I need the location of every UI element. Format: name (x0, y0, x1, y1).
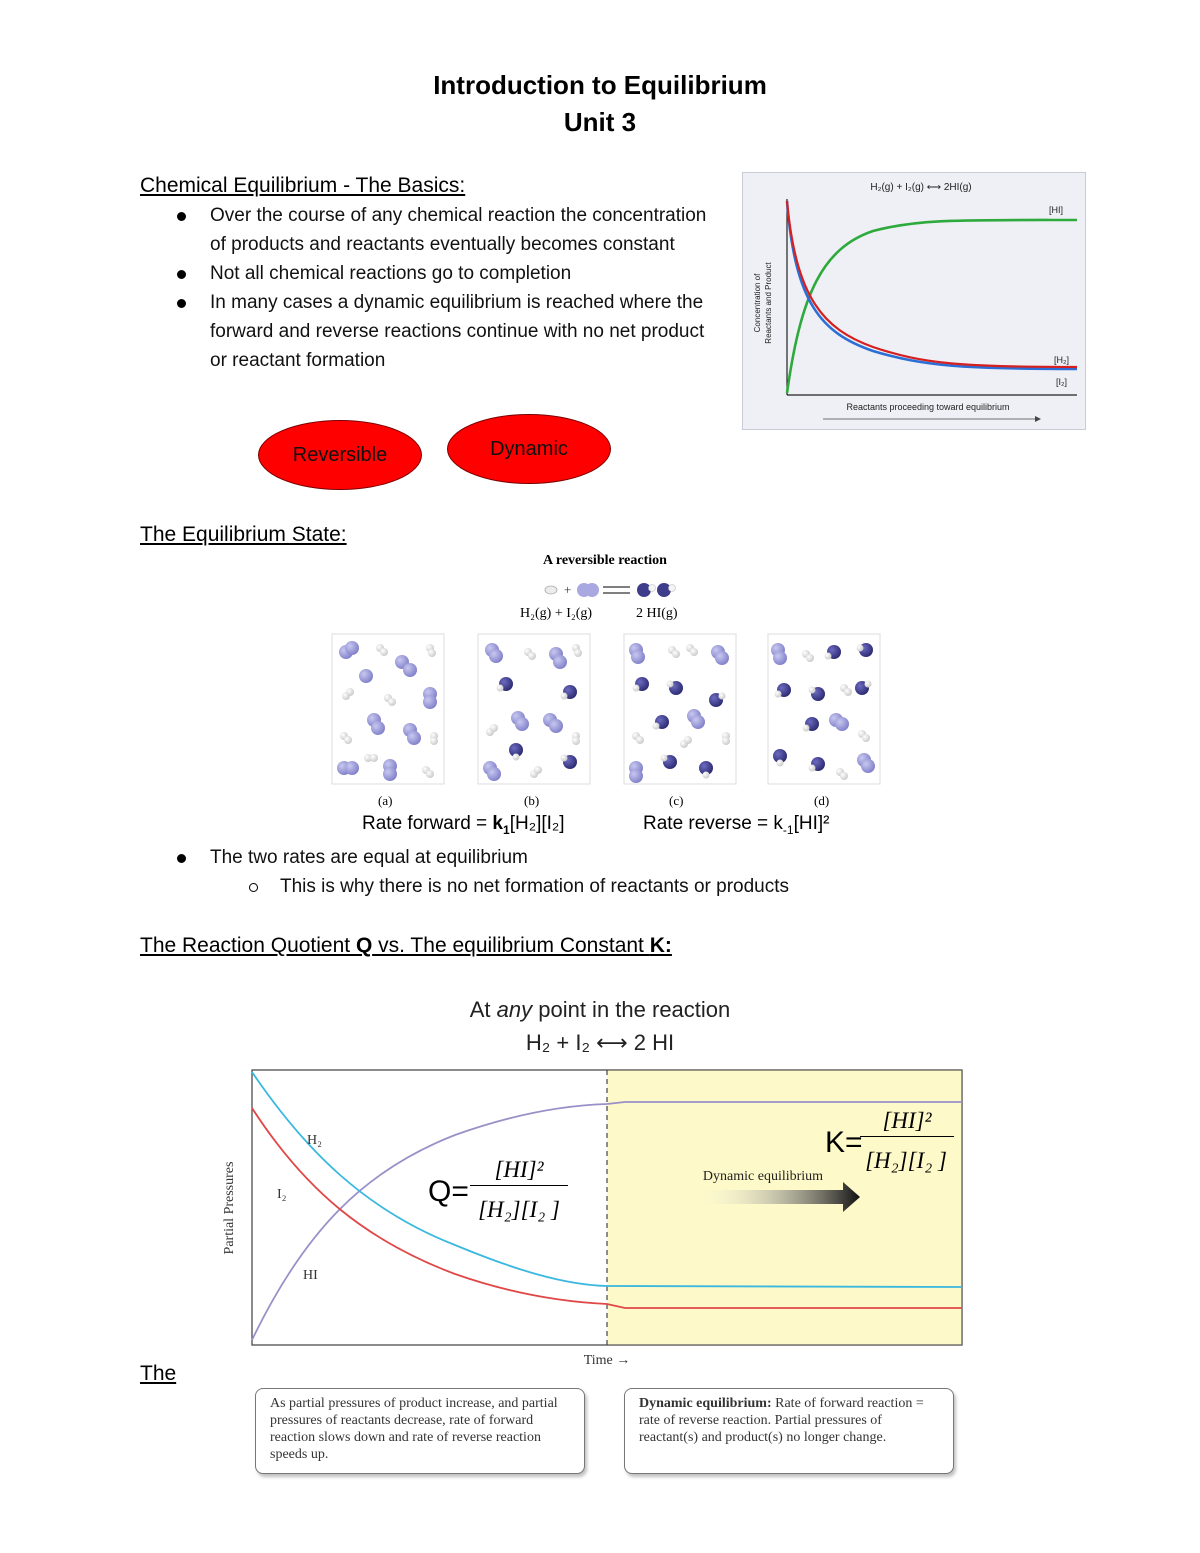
plus-sign: + (564, 582, 572, 597)
k-label: K= (825, 1126, 863, 1159)
state-bullet-list (140, 843, 940, 872)
pressure-ylabel: Partial Pressures (222, 1161, 237, 1255)
panel-b (478, 634, 590, 784)
rate-reverse (643, 813, 829, 837)
concentration-figure (742, 172, 1086, 430)
caption-left: As partial pressures of product increase, and partial pressures of reactants decrease, rate of forward reaction slows down and rate of reverse reaction speeds up. (255, 1388, 585, 1474)
stray-word-the: The (140, 1362, 177, 1385)
qk-figure-title-em: any (496, 997, 533, 1022)
rate-reverse-terms: [HI]² (793, 813, 830, 834)
qk-figure-title (0, 997, 1200, 1023)
concentration-equation: H₂(g) + I₂(g) ⟷ 2HI(g) (870, 182, 972, 193)
rate-reverse-prefix: Rate reverse = (643, 813, 774, 834)
k-numerator: [HI]² (860, 1108, 954, 1137)
hi-h-atom-icon-2 (669, 585, 676, 592)
q-vs-k-heading-part1: The Reaction Quotient (140, 934, 356, 957)
qk-figure-title-pre: At (469, 997, 497, 1022)
h2-label: [H₂] (1054, 355, 1069, 365)
panel-d (768, 634, 880, 784)
panel-label-d: (d) (814, 793, 830, 808)
panel-label-c: (c) (669, 793, 684, 808)
time-xlabel: Time → (583, 1353, 631, 1368)
partial-pressure-chart (215, 1060, 975, 1370)
reversible-figure-title: A reversible reaction (543, 553, 667, 568)
section-heading-basics: Chemical Equilibrium - The Basics: (140, 174, 466, 197)
rate-forward-k: k (492, 813, 503, 834)
qk-figure-title-post: point in the reaction (532, 997, 731, 1022)
rate-reverse-k: k (773, 813, 783, 834)
q-vs-k-heading-q: Q (355, 934, 373, 957)
q-denominator: [H₂][I₂ ] (478, 1197, 560, 1222)
h2-molecule-icon (545, 586, 557, 594)
panel-c (624, 634, 736, 784)
page-title: Introduction to Equilibrium (433, 70, 767, 100)
concentration-xlabel: Reactants proceeding toward equilibrium (846, 402, 1010, 412)
dynamic-equilibrium-label: Dynamic equilibrium (702, 1169, 824, 1184)
i2-curve-label: I₂ (277, 1187, 287, 1202)
basics-bullet-2: Not all chemical reactions go to completion (140, 259, 710, 288)
molecule-equation-icons (540, 578, 680, 602)
concentration-ylabel-1: Concentration of (753, 273, 762, 333)
q-label: Q= (428, 1175, 469, 1208)
dynamic-oval (447, 414, 611, 484)
i2-atom-icon-2 (585, 583, 599, 597)
h2-curve-label: H₂ (307, 1133, 322, 1148)
product-formula: 2 HI(g) (636, 606, 678, 621)
concentration-ylabel-2: Reactants and Product (764, 262, 773, 344)
section-heading-q-vs-k (140, 934, 672, 958)
state-bullet-1: The two rates are equal at equilibrium (140, 843, 940, 872)
concentration-chart (743, 173, 1085, 429)
caption-right (624, 1388, 954, 1474)
panel-a (332, 634, 444, 784)
i2-label: [I₂] (1056, 377, 1067, 387)
hi-h-atom-icon-1 (649, 585, 656, 592)
qk-figure-equation: H₂ + I₂ ⟷ 2 HI (525, 1030, 675, 1055)
reversible-oval (258, 420, 422, 490)
rate-forward-terms: [H₂][I₂] (509, 813, 565, 834)
q-vs-k-heading-k: K: (649, 934, 672, 957)
basics-bullet-list (140, 201, 710, 375)
rate-reverse-k-sub: -1 (782, 822, 794, 837)
panel-label-b: (b) (524, 793, 540, 808)
state-sub-bullet-list (140, 872, 1040, 901)
reactants-formula: H₂(g) + I₂(g) (520, 606, 593, 621)
q-vs-k-heading-part2: vs. The equilibrium Constant (372, 934, 650, 957)
page-subtitle: Unit 3 (563, 107, 637, 137)
reversible-oval-label: Reversible (292, 443, 388, 466)
rate-forward (362, 813, 565, 837)
dynamic-oval-label: Dynamic (490, 437, 568, 460)
basics-bullet-3: In many cases a dynamic equilibrium is reached where the forward and reverse reactions continue with no net product or reactant formation (140, 288, 710, 375)
molecule-panels (330, 632, 882, 792)
basics-bullet-1: Over the course of any chemical reaction the concentration of products and reactants eventually becomes constant (140, 201, 710, 259)
section-heading-state: The Equilibrium State: (140, 523, 347, 546)
hi-curve-label: HI (303, 1268, 318, 1283)
panel-label-a: (a) (378, 793, 393, 808)
caption-right-bold: Dynamic equilibrium: (639, 1396, 772, 1411)
k-denominator: [H₂][I₂ ] (865, 1148, 947, 1173)
state-sub-bullet-1: This is why there is no net formation of reactants or products (140, 872, 1040, 901)
rate-forward-k-sub: 1 (503, 822, 510, 837)
q-numerator: [HI]² (470, 1157, 568, 1186)
hi-label: [HI] (1048, 205, 1063, 215)
caption-right-rest: Rate of forward reaction = rate of reverse reaction. Partial pressures of reactant(s) and product(s) no longer change. (639, 1396, 924, 1445)
rate-forward-prefix: Rate forward = (362, 813, 493, 834)
